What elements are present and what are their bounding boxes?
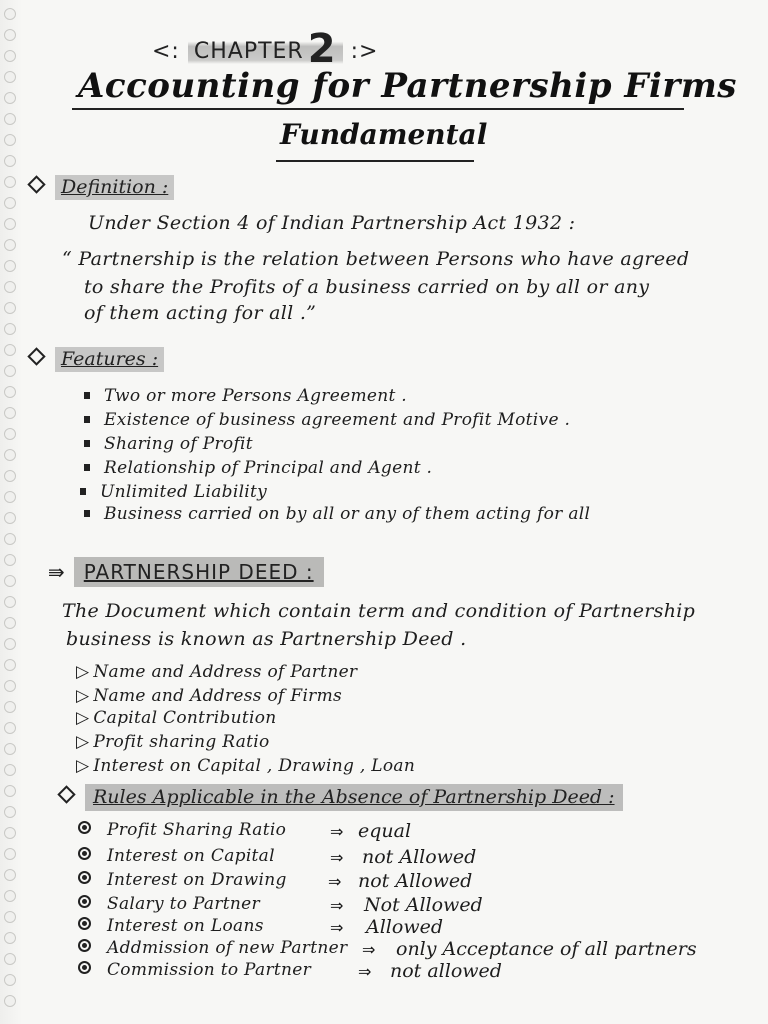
feature-item: Business carried on by all or any of them acting for all [84,504,590,524]
deed-description-line: business is known as Partnership Deed . [66,628,467,650]
feature-item: Unlimited Liability [80,482,267,502]
right-arrow-icon: :> [350,39,379,64]
triangle-arrow-icon: ▷ [76,756,90,776]
diamond-bullet-icon [27,347,45,365]
spiral-hole [4,806,16,818]
rule-label: Interest on Drawing [78,870,287,890]
spiral-hole [4,407,16,419]
deed-item: ▷ Profit sharing Ratio [76,732,270,752]
implies-arrow-icon: ⇒ [328,872,342,891]
diamond-bullet-icon [57,785,75,803]
definition-line: Under Section 4 of Indian Partnership Act 1932 : [88,212,576,234]
spiral-hole [4,134,16,146]
rule-result: equal [358,820,412,842]
deed-description-line: The Document which contain term and condition of Partnership [62,600,696,622]
feature-item: Sharing of Profit [84,434,253,454]
feature-item: Relationship of Principal and Agent . [84,458,432,478]
square-bullet-icon [84,440,90,447]
feature-item: Two or more Persons Agreement . [84,386,407,406]
rule-label: Addmission of new Partner [78,938,347,958]
square-bullet-icon [84,510,90,517]
spiral-hole [4,638,16,650]
spiral-hole [4,911,16,923]
spiral-hole [4,827,16,839]
spiral-hole [4,848,16,860]
deed-item: ▷ Interest on Capital , Drawing , Loan [76,756,416,776]
triangle-arrow-icon: ▷ [76,708,90,728]
spiral-hole [4,323,16,335]
circle-bullet-icon [78,939,91,952]
left-arrow-icon: <: [152,39,180,64]
page-title: Accounting for Partnership Firms [78,66,737,106]
spiral-hole [4,50,16,62]
spiral-hole [4,869,16,881]
rule-label: Interest on Capital [78,846,275,866]
spiral-hole [4,659,16,671]
spiral-hole [4,785,16,797]
definition-line: “ Partnership is the relation between Persons who have agreed [62,248,690,270]
diamond-bullet-icon [27,175,45,193]
triangle-arrow-icon: ▷ [76,686,90,706]
square-bullet-icon [84,464,90,471]
spiral-hole [4,197,16,209]
title-underline [72,108,684,110]
spiral-hole [4,512,16,524]
rule-result: not Allowed [358,870,473,892]
spiral-hole [4,155,16,167]
rule-label: Salary to Partner [78,894,260,914]
implies-arrow-icon: ⇒ [362,940,376,959]
rule-result: Not Allowed [364,894,483,916]
deed-item: ▷ Capital Contribution [76,708,277,728]
spiral-hole [4,974,16,986]
rules-heading: Rules Applicable in the Absence of Partnership Deed : [60,786,623,808]
square-bullet-icon [80,488,86,495]
circle-bullet-icon [78,917,91,930]
spiral-hole [4,953,16,965]
features-heading: Features : [30,348,164,370]
implies-arrow-icon: ⇒ [330,822,344,841]
spiral-hole [4,428,16,440]
arrow-box-icon: ⇛ [48,560,66,584]
rule-label: Interest on Loans [78,916,264,936]
spiral-hole [4,344,16,356]
spiral-hole [4,596,16,608]
spiral-hole [4,470,16,482]
square-bullet-icon [84,392,90,399]
spiral-hole [4,176,16,188]
spiral-hole [4,71,16,83]
triangle-arrow-icon: ▷ [76,732,90,752]
rule-result: only Acceptance of all partners [396,938,697,960]
spiral-hole [4,932,16,944]
spiral-hole [4,617,16,629]
spiral-hole [4,554,16,566]
spiral-hole [4,386,16,398]
circle-bullet-icon [78,961,91,974]
feature-item: Existence of business agreement and Profit Motive . [84,410,570,430]
spiral-hole [4,491,16,503]
spiral-hole [4,113,16,125]
spiral-hole [4,239,16,251]
rule-result: not allowed [390,960,502,982]
implies-arrow-icon: ⇒ [330,896,344,915]
implies-arrow-icon: ⇒ [330,848,344,867]
triangle-arrow-icon: ▷ [76,662,90,682]
circle-bullet-icon [78,847,91,860]
circle-bullet-icon [78,895,91,908]
spiral-hole [4,29,16,41]
page-subtitle: Fundamental [280,118,488,151]
subtitle-underline [276,160,474,162]
spiral-hole [4,8,16,20]
partnership-deed-heading: ⇛ PARTNERSHIP DEED : [48,560,324,584]
rule-label: Profit Sharing Ratio [78,820,286,840]
spiral-hole [4,701,16,713]
spiral-hole [4,218,16,230]
spiral-hole [4,365,16,377]
rule-result: not Allowed [362,846,477,868]
rule-result: Allowed [366,916,443,938]
circle-bullet-icon [78,871,91,884]
spiral-hole [4,449,16,461]
spiral-hole [4,281,16,293]
chapter-label: CHAPTER [193,39,304,64]
spiral-hole [4,890,16,902]
definition-heading: Definition : [30,176,174,198]
spiral-hole [4,92,16,104]
spiral-hole [4,764,16,776]
spiral-hole [4,995,16,1007]
deed-item: ▷ Name and Address of Partner [76,662,358,682]
spiral-hole [4,575,16,587]
definition-line: to share the Profits of a business carried on by all or any [84,276,650,298]
chapter-heading [152,22,379,72]
implies-arrow-icon: ⇒ [330,918,344,937]
spiral-hole [4,302,16,314]
spiral-holes [4,8,18,1018]
spiral-hole [4,743,16,755]
circle-bullet-icon [78,821,91,834]
spiral-hole [4,722,16,734]
rule-label: Commission to Partner [78,960,311,980]
chapter-number: 2 [307,26,337,72]
square-bullet-icon [84,416,90,423]
spiral-hole [4,680,16,692]
spiral-hole [4,260,16,272]
definition-line: of them acting for all .” [84,302,317,324]
deed-item: ▷ Name and Address of Firms [76,686,343,706]
implies-arrow-icon: ⇒ [358,962,372,981]
spiral-hole [4,533,16,545]
